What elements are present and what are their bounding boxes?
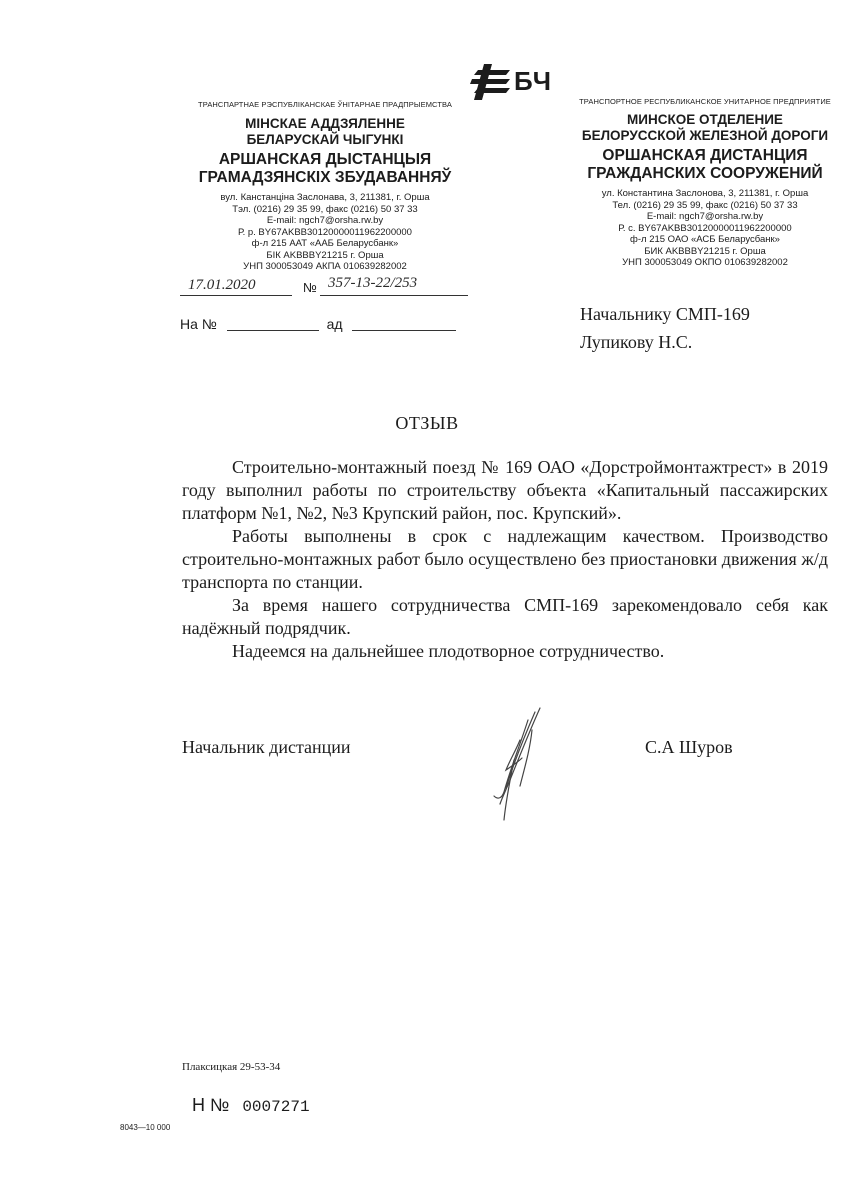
header-left <box>180 100 470 273</box>
bik-ru: БИК AKBBBY21215 г. Орша <box>644 245 766 257</box>
org-name-ru-1: МИНСКОЕ ОТДЕЛЕНИЕ <box>627 112 783 127</box>
address-ru: ул. Константина Заслонова, 3, 211381, г. Орша <box>601 188 809 199</box>
bank-ru: ф-л 215 ОАО «АСБ Беларусбанк» <box>630 234 780 245</box>
addressee <box>580 300 750 356</box>
document-title: ОТЗЫВ <box>395 413 459 433</box>
division-name-ru-1: ОРШАНСКАЯ ДИСТАНЦИЯ <box>602 147 808 164</box>
signature-name: С.А Шуров <box>645 737 733 757</box>
serial-label: Н № <box>192 1095 230 1115</box>
address-be: вул. Канстанціна Заслонава, 3, 211381, г. Орша <box>220 192 430 203</box>
account-ru: Р. с. BY67AKBB30120000011962200000 <box>618 222 792 234</box>
org-name-be-1: МІНСКАЕ АДДЗЯЛЕННЕ <box>245 116 405 131</box>
account-be: Р. р. BY67AKBB30120000011962200000 <box>238 226 412 238</box>
logo-text: БЧ <box>514 66 552 96</box>
email-ru: E-mail: ngch7@orsha.rw.by <box>646 211 764 222</box>
paragraph: Надеемся на дальнейшее плодотворное сотрудничество. <box>232 641 665 661</box>
paragraph: За время нашего сотрудничества СМП-169 зарекомендовало себя как надёжный подрядчик. <box>182 595 828 638</box>
division-name-be-1: АРШАНСКАЯ ДЫСТАНЦЫЯ <box>218 151 432 168</box>
org-name-ru-2: БЕЛОРУССКОЙ ЖЕЛЕЗНОЙ ДОРОГИ <box>581 128 829 143</box>
unp-ru: УНП 300053049 ОКПО 010639282002 <box>622 257 788 268</box>
document-body <box>182 456 828 663</box>
enterprise-type-be: ТРАНСПАРТНАЕ РЭСПУБЛІКАНСКАЕ ЎНІТАРНАЕ ПРАДПРЫЕМСТВА <box>198 100 452 109</box>
bank-be: ф-л 215 ААТ «ААБ Беларусбанк» <box>251 238 399 249</box>
serial-number: 0007271 <box>242 1098 310 1116</box>
addressee-line1: Начальнику СМП-169 <box>580 304 750 324</box>
org-name-be-2: БЕЛАРУСКАЙ ЧЫГУНКІ <box>246 132 404 147</box>
header-right <box>565 97 845 269</box>
division-name-ru-2: ГРАЖДАНСКИХ СООРУЖЕНИЙ <box>587 165 823 182</box>
signature-position: Начальник дистанции <box>182 737 351 757</box>
reference-from: ад <box>326 316 343 332</box>
serial-number-line <box>192 1095 310 1116</box>
bik-be: БІК AKBBBY21215 г. Орша <box>266 249 384 261</box>
division-name-be-2: ГРАМАДЗЯНСКІХ ЗБУДАВАННЯЎ <box>198 169 452 186</box>
registration-number-label: № <box>303 280 317 295</box>
phone-be: Тэл. (0216) 29 35 99, факс (0216) 50 37 33 <box>232 203 418 215</box>
email-be: E-mail: ngch7@orsha.rw.by <box>266 215 384 226</box>
unp-be: УНП 300053049 АКПА 010639282002 <box>243 261 407 272</box>
reference-label: На № <box>180 316 217 332</box>
addressee-line2: Лупикову Н.С. <box>580 332 693 352</box>
phone-ru: Тел. (0216) 29 35 99, факс (0216) 50 37 33 <box>612 199 798 211</box>
executor-contact: Плаксицкая 29-53-34 <box>182 1061 281 1073</box>
reference-line <box>180 316 456 332</box>
registration-date: 17.01.2020 <box>188 277 256 293</box>
print-code: 8043—10 000 <box>120 1123 171 1132</box>
registration-number: 357-13-22/253 <box>328 275 418 291</box>
handwritten-signature <box>480 700 560 830</box>
paragraph: Строительно-монтажный поезд № 169 ОАО «Дорстроймонтажтрест» в 2019 году выполнил работы по строительству объекта «Капитальный пассажирских платформ №1, №2, №3 Крупский район, пос. Крупский». <box>182 457 828 523</box>
paragraph: Работы выполнены в срок с надлежащим качеством. Производство строительно-монтажных работ было осуществлено без приостановки движения ж/д транспорта по станции. <box>182 526 828 592</box>
enterprise-type-ru: ТРАНСПОРТНОЕ РЕСПУБЛИКАНСКОЕ УНИТАРНОЕ ПРЕДПРИЯТИЕ <box>579 97 831 106</box>
registration-line <box>180 277 470 297</box>
